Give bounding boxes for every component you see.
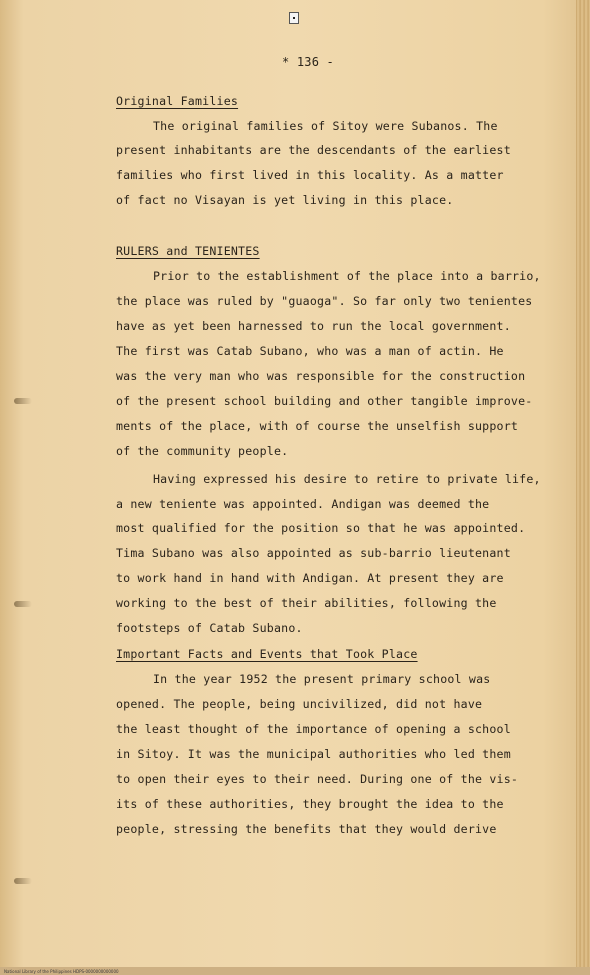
text-line: the least thought of the importance of opening a school: [116, 722, 511, 736]
heading-original-families: Original Families: [116, 94, 239, 108]
text-line: most qualified for the position so that he was appointed.: [116, 521, 526, 535]
text-line: of the community people.: [116, 444, 289, 458]
page-edge: [576, 0, 590, 975]
text-line: a new teniente was appointed. Andigan was deemed the: [116, 497, 490, 511]
text-line: footsteps of Catab Subano.: [116, 621, 303, 635]
text-line: its of these authorities, they brought the idea to the: [116, 797, 504, 811]
text-line: of the present school building and other tangible improve-: [116, 394, 533, 408]
text-line: Tima Subano was also appointed as sub-barrio lieutenant: [116, 546, 511, 560]
text-line: The original families of Sitoy were Subanos. The: [153, 119, 498, 133]
text-line: to open their eyes to their need. During one of the vis-: [116, 772, 519, 786]
page-number: * 136 -: [282, 55, 334, 69]
text-line: The first was Catab Subano, who was a man of actin. He: [116, 344, 504, 358]
text-line: people, stressing the benefits that they would derive: [116, 822, 497, 836]
archive-footer: National Library of the Philippines HDPS-0000000000000: [4, 969, 119, 974]
text-line: Prior to the establishment of the place into a barrio,: [153, 269, 541, 283]
text-line: have as yet been harnessed to run the local government.: [116, 319, 511, 333]
text-line: families who first lived in this locality. As a matter: [116, 168, 504, 182]
text-line: ments of the place, with of course the unselfish support: [116, 419, 519, 433]
binding-mark-icon: [14, 398, 32, 404]
text-line: In the year 1952 the present primary school was: [153, 672, 491, 686]
text-line: of fact no Visayan is yet living in this place.: [116, 193, 454, 207]
text-line: present inhabitants are the descendants of the earliest: [116, 143, 511, 157]
text-line: opened. The people, being uncivilized, did not have: [116, 697, 483, 711]
heading-important-facts: Important Facts and Events that Took Place: [116, 647, 418, 661]
binding-mark-icon: [14, 601, 32, 607]
text-line: was the very man who was responsible for the construction: [116, 369, 526, 383]
heading-rulers: RULERS and TENIENTES: [116, 244, 260, 258]
text-line: in Sitoy. It was the municipal authorities who led them: [116, 747, 511, 761]
archive-tag-icon: [289, 12, 299, 24]
text-line: to work hand in hand with Andigan. At present they are: [116, 571, 504, 585]
text-line: the place was ruled by "guaoga". So far only two tenientes: [116, 294, 533, 308]
text-line: Having expressed his desire to retire to private life,: [153, 472, 541, 486]
text-line: working to the best of their abilities, following the: [116, 596, 497, 610]
binding-mark-icon: [14, 878, 32, 884]
